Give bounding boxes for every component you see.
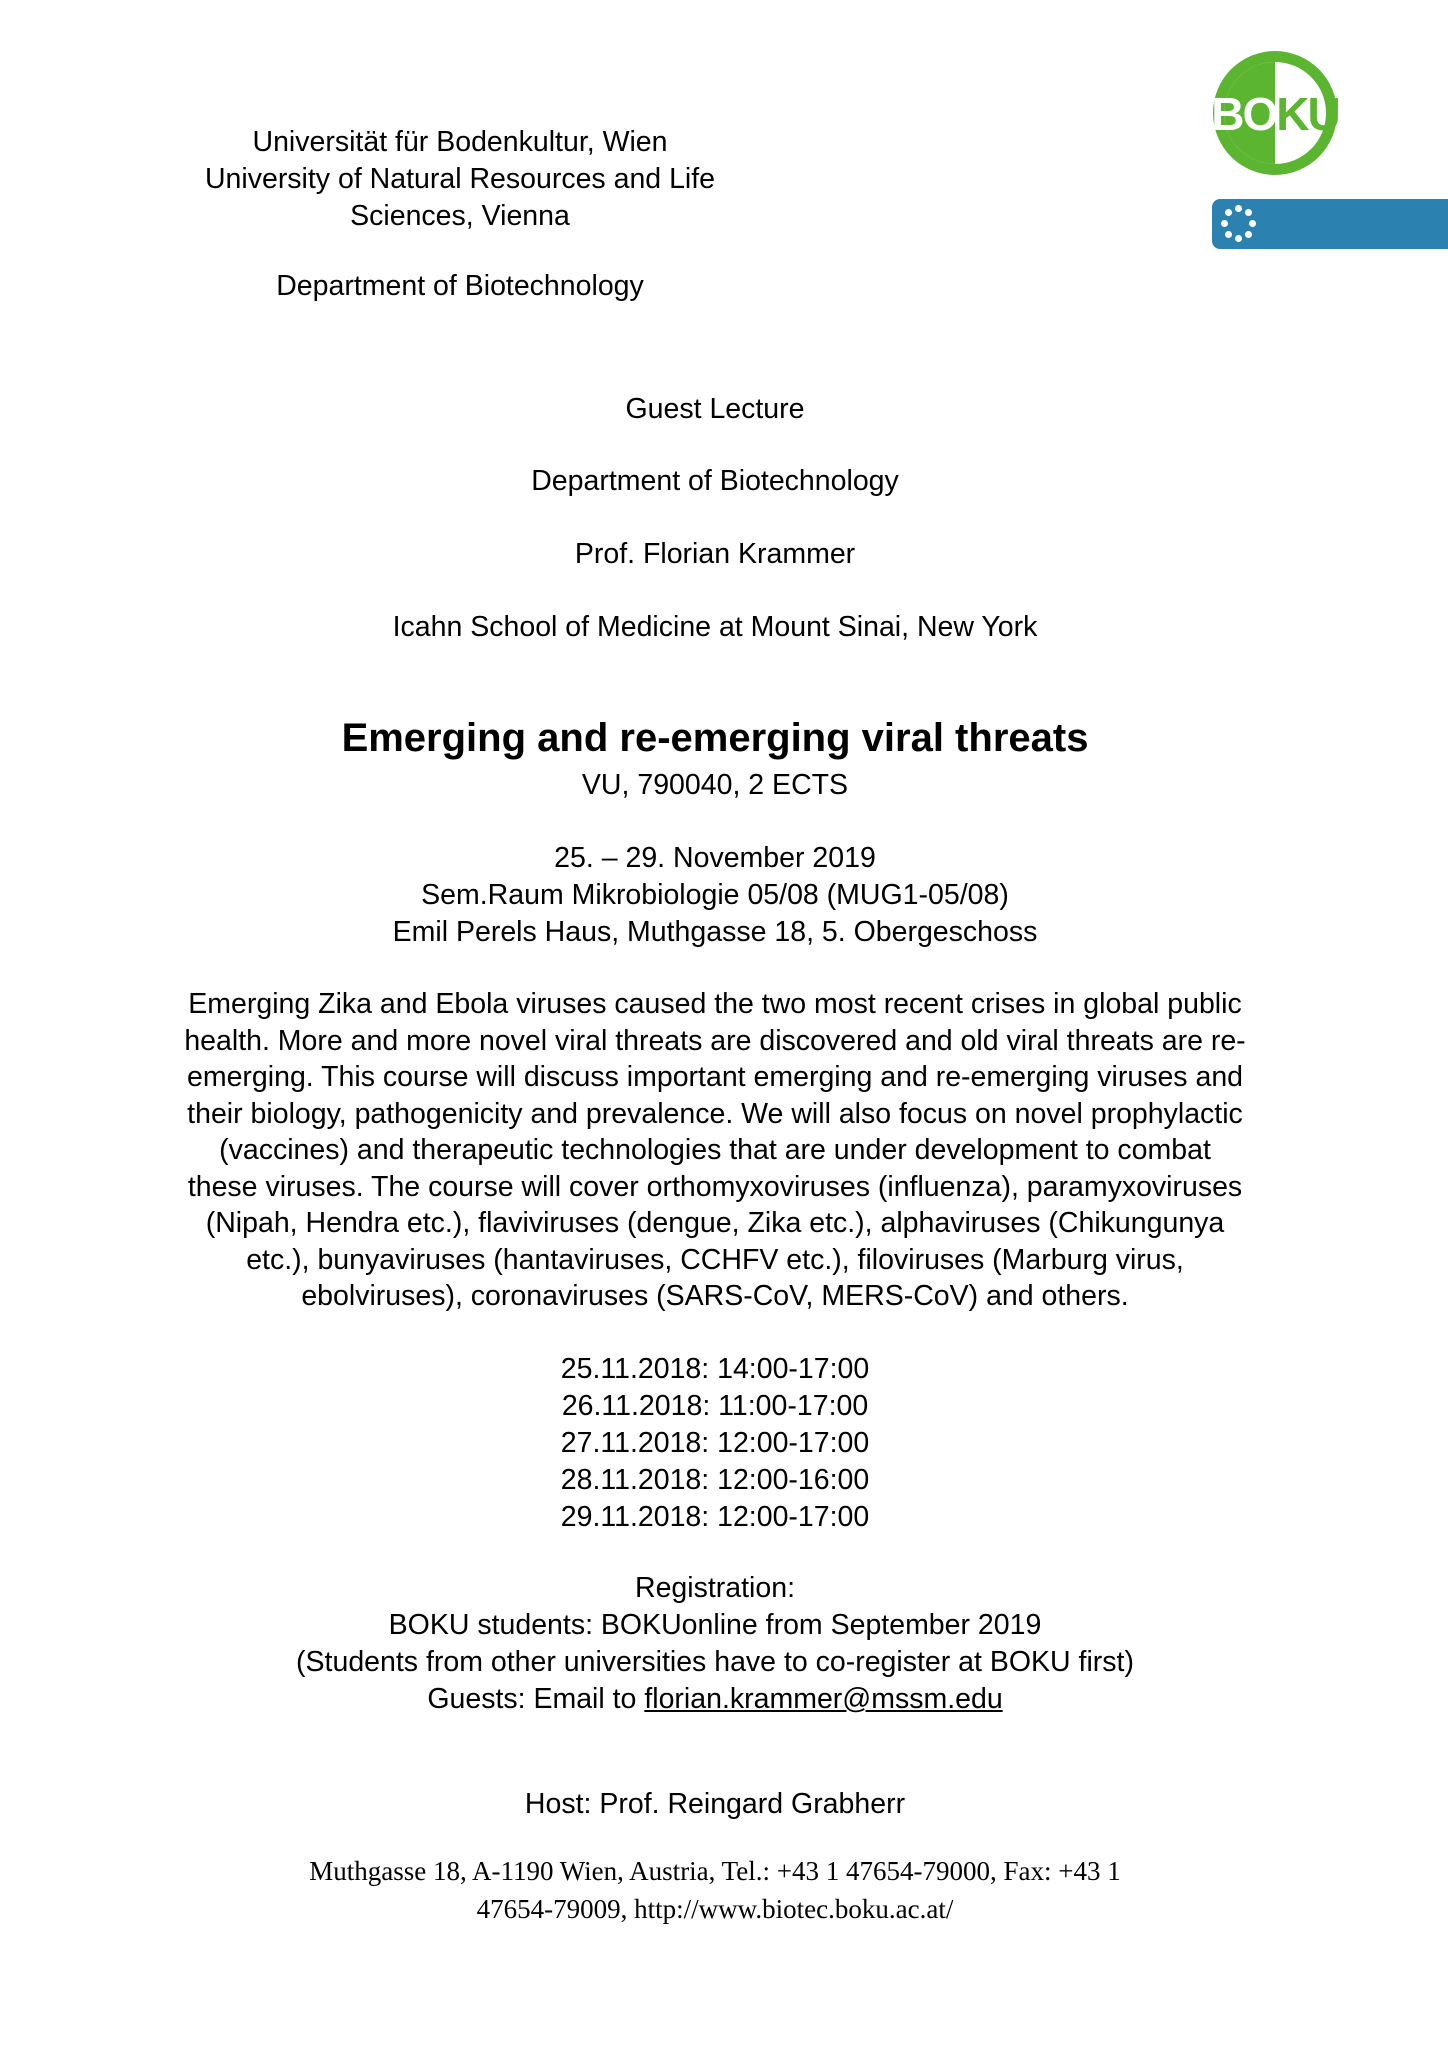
speaker-name: Prof. Florian Krammer — [574, 538, 856, 570]
event-room: Sem.Raum Mikrobiologie 05/08 (MUG1-05/08) — [421, 879, 1009, 911]
guests-prefix: Guests: Email to — [427, 1683, 645, 1715]
schedule-item: 26.11.2018: 11:00-17:00 — [561, 1390, 869, 1422]
lecture-type: Guest Lecture — [625, 393, 805, 425]
footer-contact — [150, 1852, 1280, 1928]
host-name: Host: Prof. Reingard Grabherr — [524, 1788, 906, 1820]
event-building: Emil Perels Haus, Muthgasse 18, 5. Obergeschoss — [392, 916, 1038, 948]
schedule-item: 29.11.2018: 12:00-17:00 — [560, 1501, 870, 1533]
course-info: VU, 790040, 2 ECTS — [581, 769, 849, 801]
speaker-affiliation: Icahn School of Medicine at Mount Sinai, New York — [392, 611, 1038, 643]
university-line: Universität für Bodenkultur, Wien — [252, 126, 668, 158]
schedule-list — [150, 1351, 1280, 1536]
footer-line: Muthgasse 18, A-1190 Wien, Austria, Tel.: +43 1 47654-79000, Fax: +43 1 — [309, 1856, 1121, 1886]
schedule-item: 28.11.2018: 12:00-16:00 — [560, 1464, 870, 1496]
university-name — [150, 124, 770, 235]
lecture-title: Emerging and re-emerging viral threats — [341, 716, 1089, 760]
registration-section — [150, 1570, 1280, 1718]
svg-text:BOKU: BOKU — [1211, 88, 1339, 140]
description-line: etc.), bunyaviruses (hantaviruses, CCHFV etc.), filoviruses (Marburg virus, — [246, 1243, 1184, 1276]
registration-guests — [150, 1681, 1280, 1718]
footer-line: 47654-79009, http://www.biotec.boku.ac.at/ — [476, 1894, 954, 1924]
course-description — [120, 986, 1310, 1315]
boku-logo — [1210, 48, 1340, 178]
description-line: (vaccines) and therapeutic technologies that are under development to combat — [219, 1134, 1211, 1166]
description-line: health. More and more novel viral threats are discovered and old viral threats are re- — [184, 1024, 1246, 1057]
schedule-item: 27.11.2018: 12:00-17:00 — [560, 1427, 870, 1459]
email-link[interactable]: florian.krammer@mssm.edu — [644, 1683, 1003, 1715]
description-line: emerging. This course will discuss important emerging and re-emerging viruses and — [186, 1061, 1244, 1093]
university-line: Sciences, Vienna — [350, 200, 570, 232]
event-details — [150, 840, 1280, 951]
registration-boku: BOKU students: BOKUonline from September 2019 — [388, 1609, 1042, 1641]
description-line: ebolviruses), coronaviruses (SARS-CoV, MERS-CoV) and others. — [301, 1280, 1129, 1312]
description-line: (Nipah, Hendra etc.), flaviviruses (dengue, Zika etc.), alphaviruses (Chikungunya — [205, 1207, 1225, 1239]
registration-heading: Registration: — [635, 1572, 795, 1604]
event-dates: 25. – 29. November 2019 — [554, 842, 876, 874]
logo-bar — [1212, 199, 1448, 249]
header-department: Department of Biotechnology — [276, 270, 644, 302]
description-line: Emerging Zika and Ebola viruses caused the two most recent crises in global public — [188, 988, 1242, 1020]
description-line: their biology, pathogenicity and prevalence. We will also focus on novel prophylactic — [187, 1097, 1243, 1130]
university-line: University of Natural Resources and Life — [204, 163, 716, 195]
registration-others: (Students from other universities have to co-register at BOKU first) — [296, 1646, 1134, 1678]
lecture-department: Department of Biotechnology — [531, 465, 899, 497]
description-line: these viruses. The course will cover orthomyxoviruses (influenza), paramyxoviruses — [187, 1170, 1243, 1203]
schedule-item: 25.11.2018: 14:00-17:00 — [560, 1353, 870, 1385]
